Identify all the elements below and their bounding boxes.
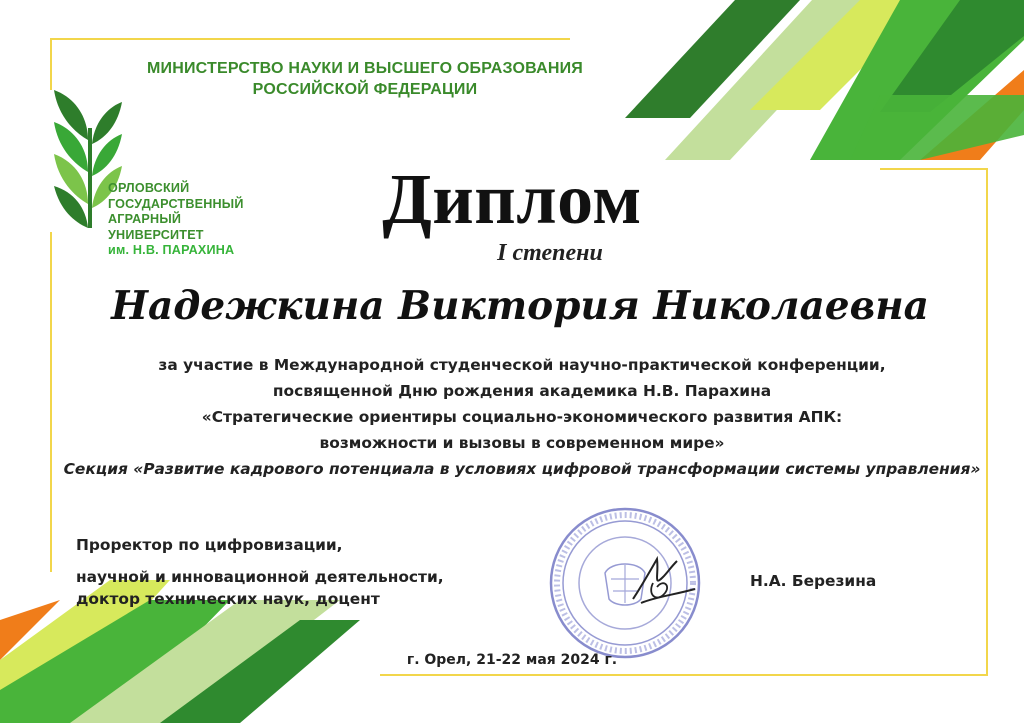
university-line-2: ГОСУДАРСТВЕННЫЙ [108, 196, 244, 211]
diploma-degree: I степени [497, 240, 603, 266]
description-line-3: «Стратегические ориентиры социально-экономического развития АПК: [201, 408, 843, 426]
university-line-1: ОРЛОВСКИЙ [108, 181, 190, 195]
university-line-5: им. Н.В. ПАРАХИНА [108, 243, 235, 257]
award-description [40, 352, 1004, 482]
diploma-title: Диплом [382, 159, 642, 239]
ministry-heading [100, 58, 630, 100]
ministry-line-1: МИНИСТЕРСТВО НАУКИ И ВЫСШЕГО ОБРАЗОВАНИЯ [146, 60, 583, 77]
frame-bottom-line [380, 674, 988, 676]
description-line-2: посвященной Дню рождения академика Н.В. Парахина [272, 382, 772, 400]
section-line: Секция «Развитие кадрового потенциала в условиях цифровой трансформации системы управления» [63, 460, 981, 478]
position-line-1: Проректор по цифровизации, [76, 536, 343, 554]
university-line-3: АГРАРНЫЙ [108, 212, 182, 226]
position-line-3: доктор технических наук, доцент [76, 590, 380, 608]
frame-left-line [50, 38, 52, 90]
signer-name: Н.А. Березина [750, 572, 877, 590]
university-line-4: УНИВЕРСИТЕТ [108, 227, 204, 242]
description-line-1: за участие в Международной студенческой научно-практической конференции, [158, 356, 886, 374]
position-line-2: научной и инновационной деятельности, [76, 568, 444, 586]
ministry-line-2: РОССИЙСКОЙ ФЕДЕРАЦИИ [252, 81, 478, 98]
frame-top-line [50, 38, 570, 40]
recipient-name: Надежкина Виктория Николаевна [111, 283, 929, 329]
description-line-4: возможности и вызовы в современном мире» [319, 434, 725, 452]
official-stamp-icon [545, 503, 705, 663]
place-and-date: г. Орел, 21-22 мая 2024 г. [406, 652, 618, 668]
